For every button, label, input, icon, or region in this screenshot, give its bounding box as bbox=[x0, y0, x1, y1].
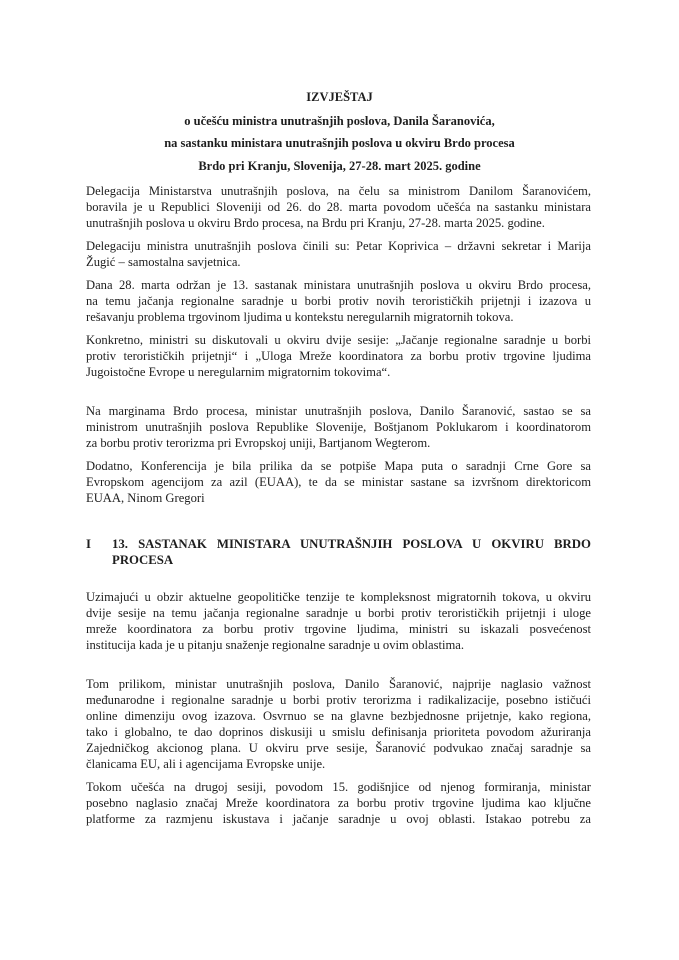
report-subtitle-line: na sastanku ministara unutrašnjih poslova u okviru Brdo procesa bbox=[164, 136, 515, 150]
paragraph bbox=[86, 183, 591, 231]
paragraph bbox=[86, 589, 591, 653]
paragraph bbox=[86, 458, 591, 506]
paragraph-line: unutrašnjih poslova u okviru Brdo procesa, na Brdu pri Kranju, 27-28. marta 2025. godine. bbox=[86, 216, 545, 230]
section-number: I bbox=[86, 537, 91, 551]
paragraph-line: ministrom unutrašnjih poslova Republike Slovenije, Boštjanom Poklukarom i koordinatorom bbox=[86, 420, 591, 434]
paragraph-line: Tom prilikom, ministar unutrašnjih poslova, Danilo Šaranović, najprije naglasio važnost bbox=[86, 677, 591, 691]
paragraph-line: Evropskom agencijom za azil (EUAA), te da se ministar sastane sa izvršnom direktoricom bbox=[86, 475, 591, 489]
paragraph-line: na temu jačanja regionalne saradnje u borbi protiv novih terorističkih prijetnji i izazova u bbox=[86, 294, 591, 308]
paragraph bbox=[86, 779, 591, 827]
paragraph-line: Jugoistočne Evrope u neregularnim migratornim tokovima“. bbox=[86, 365, 391, 379]
paragraph bbox=[86, 238, 591, 270]
section-title-line: PROCESA bbox=[112, 553, 174, 567]
paragraph-line: online dimenziju ovog izazova. Osvrnuo se na glavne bezbjednosne prijetnje, kako regiona, bbox=[86, 709, 591, 723]
paragraph-line: međunarodne i regionalne saradnje u borbi protiv terorizma i radikalizacije, posebno ističući bbox=[86, 693, 591, 707]
paragraph-line: platforme za razmjenu iskustava i jačanje saradnje u ovoj oblasti. Istakao potrebu za bbox=[86, 812, 591, 826]
section-title-line: 13. SASTANAK MINISTARA UNUTRAŠNJIH POSLOVA U OKVIRU BRDO bbox=[112, 537, 591, 551]
paragraph-line: institucija kada je u pitanju snaženje regionalne saradnje u ovim oblastima. bbox=[86, 638, 465, 652]
paragraph-line: protiv terorističkih prijetnji“ i „Uloga Mreže koordinatora za borbu protiv trgovine ljudima bbox=[86, 349, 591, 363]
report-subtitle-line: o učešću ministra unutrašnjih poslova, Danila Šaranovića, bbox=[184, 114, 495, 128]
paragraph-line: EUAA, Ninom Gregori bbox=[86, 491, 205, 505]
paragraph-line: Na marginama Brdo procesa, ministar unutrašnjih poslova, Danilo Šaranović, sastao se sa bbox=[86, 404, 591, 418]
paragraph bbox=[86, 332, 591, 380]
paragraph-line: za borbu protiv terorizma pri Evropskoj uniji, Bartjanom Wegterom. bbox=[86, 436, 431, 450]
paragraph-line: Zajedničkog akcionog plana. U okviru prve sesije, Šaranović podvukao značaj saradnje sa bbox=[86, 741, 591, 755]
paragraph-line: Konkretno, ministri su diskutovali u okviru dvije sesije: „Jačanje regionalne saradnje u borbi bbox=[86, 333, 591, 347]
report-subtitle-line: Brdo pri Kranju, Slovenija, 27-28. mart 2025. godine bbox=[198, 159, 481, 173]
paragraph-line: dvije sesije na temu jačanja regionalne saradnje u borbi protiv terorističkih prijetnji i uloge bbox=[86, 606, 591, 620]
paragraph-line: Žugić – samostalna savjetnica. bbox=[86, 255, 241, 269]
paragraph-line: Dodatno, Konferencija je bila prilika da se potpiše Mapa puta o saradnji Crne Gore sa bbox=[86, 459, 591, 473]
paragraph-line: Tokom učešća na drugoj sesiji, povodom 15. godišnjice od njenog formiranja, ministar bbox=[86, 780, 591, 794]
paragraph bbox=[86, 277, 591, 325]
paragraph-line: Uzimajući u obzir aktuelne geopolitičke tenzije te kompleksnost migratornih tokova, u okviru bbox=[86, 590, 591, 604]
paragraph-line: tako i globalno, te dao doprinos diskusiji u smislu definisanja prioriteta povodom ažuriranja bbox=[86, 725, 591, 739]
paragraph bbox=[86, 676, 591, 772]
paragraph-line: Delegaciju ministra unutrašnjih poslova činili su: Petar Koprivica – državni sekretar i Marija bbox=[86, 239, 591, 253]
paragraph-line: Dana 28. marta održan je 13. sastanak ministara unutrašnjih poslova u okviru Brdo procesa, bbox=[86, 278, 591, 292]
paragraph-line: boravila je u Republici Sloveniji od 26. do 28. marta povodom učešća na sastanku ministara bbox=[86, 200, 591, 214]
paragraph bbox=[86, 403, 591, 451]
paragraph-line: posebno naglasio značaj Mreže koordinatora za borbu protiv trgovine ljudima kao ključne bbox=[86, 796, 591, 810]
paragraph-line: Delegacija Ministarstva unutrašnjih poslova, na čelu sa ministrom Danilom Šaranovićem, bbox=[86, 184, 591, 198]
paragraph-line: mreže koordinatora za borbu protiv trgovine ljudima, ministri su iskazali posvećenost bbox=[86, 622, 591, 636]
paragraph-line: rešavanju problema trgovinom ljudima u kontekstu neregularnih migratornih tokova. bbox=[86, 310, 514, 324]
report-title: IZVJEŠTAJ bbox=[306, 90, 373, 104]
paragraph-line: članicama EU, ali i agencijama Evropske unije. bbox=[86, 757, 326, 771]
